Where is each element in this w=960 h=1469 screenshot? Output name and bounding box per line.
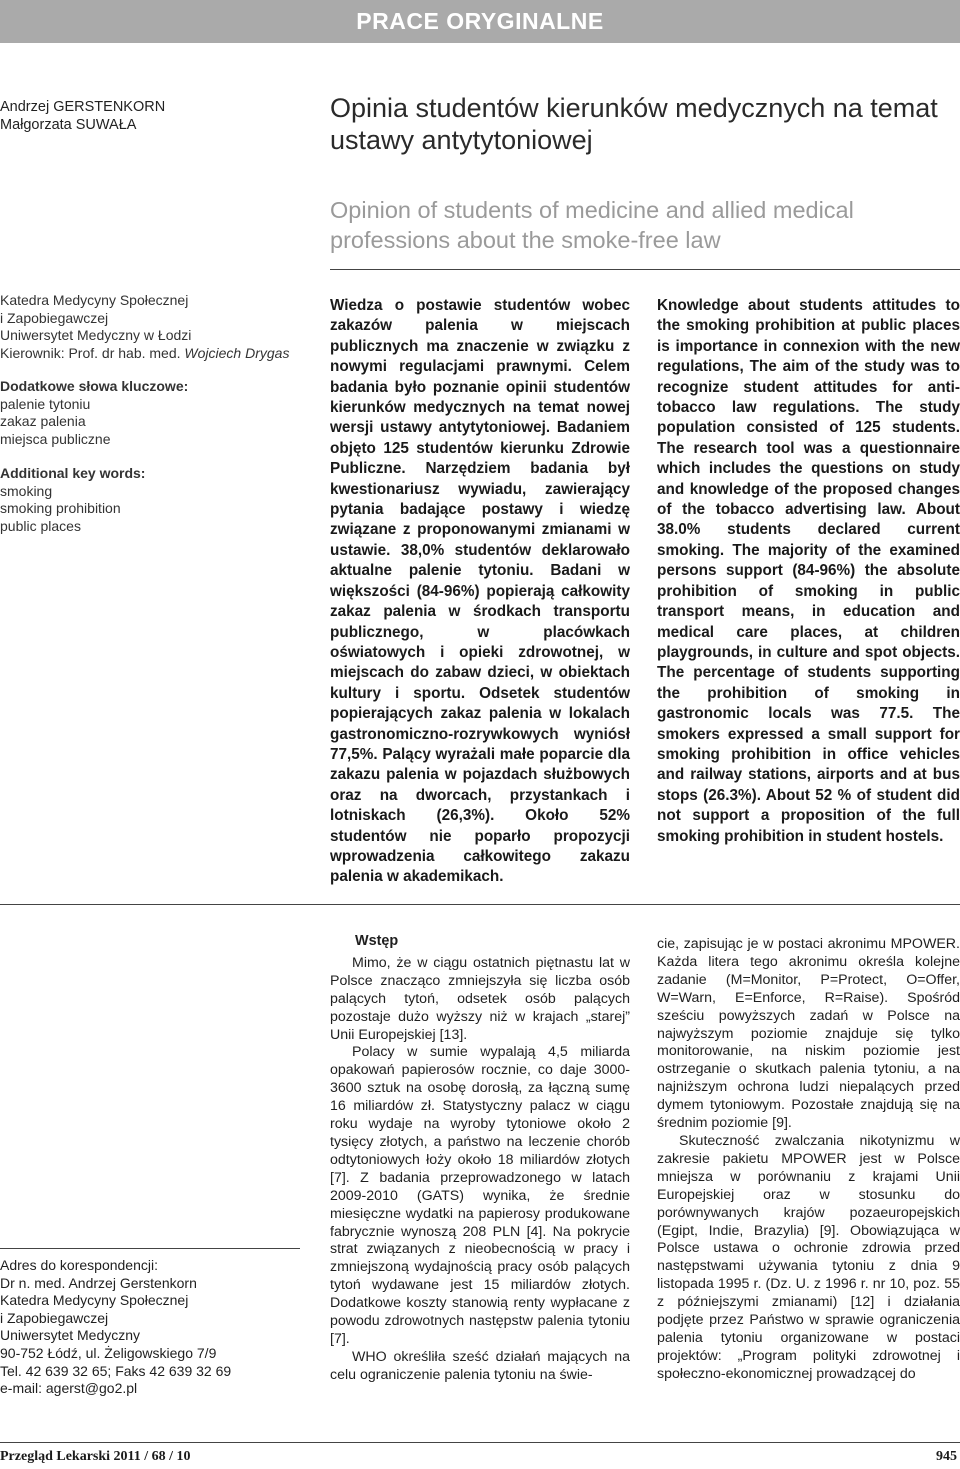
correspondence-line: Katedra Medycyny Społecznej (0, 1292, 189, 1309)
email[interactable]: e-mail: agerst@go2.pl (0, 1380, 138, 1397)
affiliation-line: Katedra Medycyny Społecznej (0, 292, 189, 308)
paragraph: WHO określiła sześć działań mających na celu ograniczenie palenia tytoniu na świe- (330, 1348, 630, 1383)
keyword: zakaz palenia (0, 413, 86, 429)
section-heading: Wstęp (355, 933, 399, 949)
authors (0, 98, 165, 134)
paragraph: Skuteczność zwalczania nikotynizmu w zakresie pakietu MPOWER jest w Polsce mniejsza w porównaniu z krajami Unii Europejskiej oraz w stosunku do porównywanych krajów pozaeuropejskich (Egipt, Indie, Brazylia) [9]. Obowiązująca w Polsce ustawa o ochronie zdrowia przed następstwami używania tytoniu z dnia 9 listopada 1995 r. (Dz. U. z 1996 r. nr 10, poz. 55 z późniejszymi zmianami) [12] i działania podjęte przez Państwo w sprawie ograniczenia palenia tytoniu organizowane w postaci projektów: „Program polityki zdrowotnej i społeczno-ekonomicznej prowadzącej do (657, 1132, 960, 1382)
paragraph: Polacy w sumie wypalają 4,5 miliarda opakowań papierosów rocznie, co daje 3000-3600 sztuk na osobę dorosłą, za łączną sumę 16 miliardów zł. Statystyczny palacz w ciągu roku wydaje na wyroby tytoniowe około 2 tysięcy złotych, a państwo na leczenie chorób odtytoniowych łoży około 18 miliardów złotych [7]. Z badania przeprowadzonego w latach 2009-2010 (GATS) wynika, że średnie miesięczne wydatki na papierosy produkowane fabrycznie wynoszą 208 PLN [4]. Na pokrycie strat związanych z nieobecnością w pracy i zmniejszoną wydajnością pracy osób palących tytoń wydawane jest 15 miliardów złotych. Dodatkowe koszty stanowią renty wypłacane z powodu zdrowotnych następstw palenia tytoniu [7]. (330, 1044, 630, 1347)
author-name: Andrzej GERSTENKORN (0, 99, 166, 115)
affiliation-line: Uniwersytet Medyczny w Łodzi (0, 327, 192, 343)
author-name: Małgorzata SUWAŁA (0, 117, 137, 133)
abstract-en-text: Knowledge about students attitudes to the smoking prohibition at public places is importance in connexion with the new regulations, The aim of the study was to recognize student attitudes for anti-tobacco law regulations. The study population consisted of 125 students. The research tool was a questionnaire which includes the questions on study and knowledge of the proposed changes of the tobacco advertising law. About 38.0% students declared current smoking. The majority of the examined persons support (84-96%) the absolute prohibition of smoking in public transport means, in education and medical care places, at children playgrounds, in culture and spot objects. The percentage of students supporting the prohibition of smoking in gastronomic locals was 77.5. The smokers expressed a small support for smoking prohibition in office vehicles and railway stations, airports and at bus stops (26.3%). About 52 % of student did not support a proposition of the full smoking prohibition in student hostels. (657, 297, 960, 845)
keyword: smoking prohibition (0, 500, 121, 516)
correspondence-line: Tel. 42 639 32 65; Faks 42 639 32 69 (0, 1362, 232, 1379)
keyword: public places (0, 517, 81, 534)
page-number: 945 (936, 1449, 957, 1464)
section-banner (0, 0, 960, 43)
section-label: PRACE ORYGINALNE (356, 8, 604, 34)
abstract-en (657, 296, 960, 847)
title-divider (330, 269, 960, 270)
keyword: miejsca publiczne (0, 430, 111, 447)
paragraph: cie, zapisując je w postaci akronimu MPOWER. Każda litera tego akronimu określa kolejne zadanie (M=Monitor, P=Protect, O=Offer, W=Warn, E=Enforce, R=Raise). Spośród sześciu powyższych zadań w Polsce na najwyższym poziomie znajduje się tylko monitorowanie, na niskim poziomie jest ostrzeganie o skutkach palenia tytoniu, a na najniższym ochrona ludzi niepalących przed dymem tytoniowym. Pozostałe znajdują się na średnim poziomie [9]. (657, 936, 960, 1132)
section-divider (0, 904, 960, 905)
correspondence-line: Adres do korespondencji: (0, 1257, 158, 1273)
abstract-pl (330, 296, 630, 888)
keyword: smoking (0, 482, 53, 499)
affiliation-line: i Zapobiegawczej (0, 309, 109, 326)
intro-column-1 (330, 933, 630, 1385)
keywords-pl-heading: Dodatkowe słowa kluczowe: (0, 378, 189, 394)
journal-citation: Przegląd Lekarski 2011 / 68 / 10 (0, 1449, 191, 1464)
intro-column-2 (657, 936, 960, 1384)
correspondence-line: i Zapobiegawczej (0, 1309, 109, 1326)
head-name: Wojciech Drygas (184, 344, 290, 361)
correspondence-line: 90-752 Łódź, ul. Żeligowskiego 7/9 (0, 1344, 217, 1361)
affiliation-block (0, 292, 320, 535)
footer-divider (0, 1442, 960, 1443)
correspondence-line: Dr n. med. Andrzej Gerstenkorn (0, 1274, 197, 1291)
article-title-pl: Opinia studentów kierunków medycznych na temat ustawy antytytoniowej (330, 93, 938, 155)
correspondence-line: Uniwersytet Medyczny (0, 1327, 141, 1344)
keywords-en-heading: Additional key words: (0, 465, 146, 481)
correspondence-block (0, 1257, 300, 1398)
keyword: palenie tytoniu (0, 395, 91, 412)
correspondence-divider (0, 1248, 300, 1249)
department-head: Kierownik: Prof. dr hab. med. Wojciech Drygas (0, 344, 290, 361)
article-title-en: Opinion of students of medicine and allied medical professions about the smoke-free law (330, 197, 854, 253)
paragraph: Mimo, że w ciągu ostatnich piętnastu lat w Polsce znacząco zmniejszyła się liczba osób palących tytoń, odsetek osób palących pozostaje dużo wyższy niż w krajach „starej” Unii Europejskiej [13]. (330, 954, 630, 1043)
abstract-pl-text: Wiedza o postawie studentów wobec zakazów palenia w miejscach publicznych ma znaczenie w związku z nowymi regulacjami prawnymi. Celem badania było poznanie opinii studentów kierunków medycznych na temat nowej wersji ustawy antytytoniowej. Badaniem objęto 125 studentów kierunku Zdrowie Publiczne. Narzędziem badania był kwestionariusz wywiadu, zawierający pytania badające postawy i wiedzę związane z proponowanymi zmianami w ustawie. 38,0% studentów deklarowało aktualne palenie tytoniu. Badani w większości (84-96%) popierają całkowity zakaz palenia w środkach transportu publicznego, w placówkach oświatowych i opieki zdrowotnej, w miejscach do zabaw dzieci, w obiektach kultury i sportu. Odsetek studentów popierających zakaz palenia w lokalach gastronomiczno-rozrywkowych wyniósł 77,5%. Palący wyrażali małe poparcie dla zakazu palenia w pojazdach służbowych oraz na dworcach, przystankach i lotniskach (26,3%). Około 52% studentów nie poparło propozycji wprowadzenia całkowitego zakazu palenia w akademikach. (330, 297, 630, 886)
